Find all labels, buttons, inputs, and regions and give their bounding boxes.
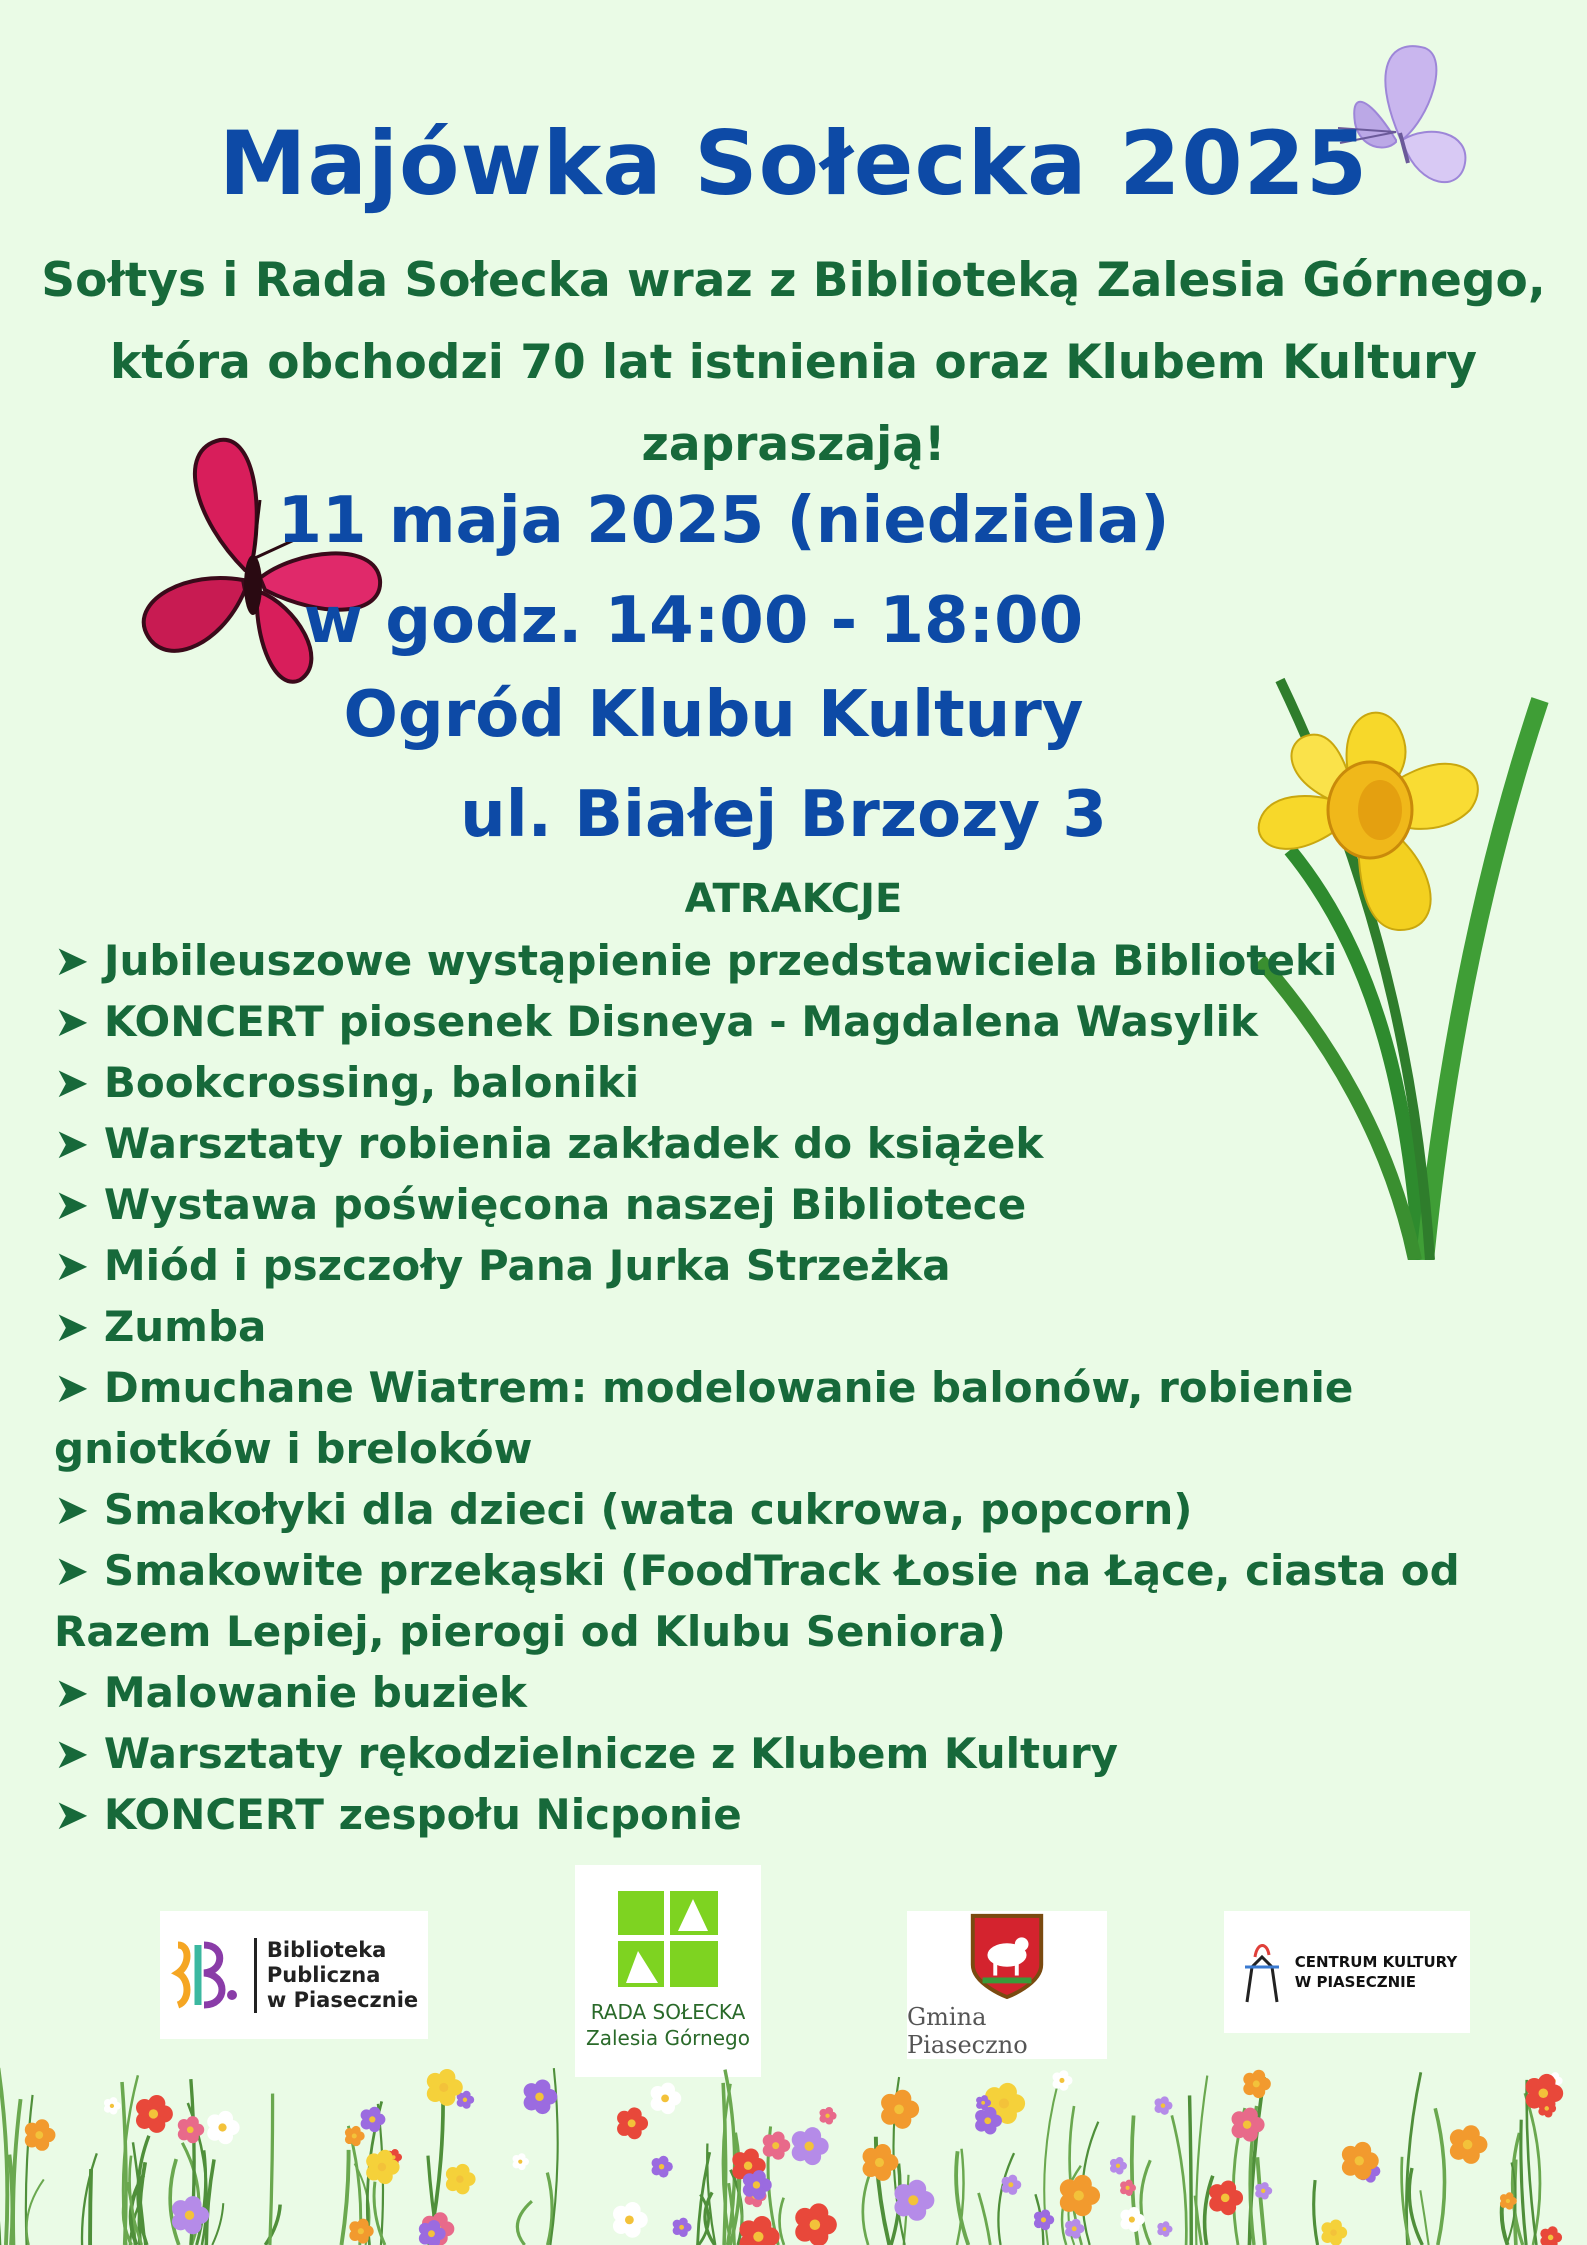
centrum-kultury-logo: CENTRUM KULTURY W PIASECZNIE bbox=[1224, 1911, 1470, 2033]
event-hours: w godz. 14:00 - 18:00 bbox=[303, 584, 1084, 658]
arrow-icon: ➤ bbox=[54, 1119, 90, 1168]
list-item: ➤ Smakowite przekąski (FoodTrack Łosie na Łące, ciasta od Razem Lepiej, pierogi od Klubu Seniora) bbox=[54, 1546, 1460, 1656]
arrow-icon: ➤ bbox=[54, 1058, 90, 1107]
arrow-icon: ➤ bbox=[54, 1546, 90, 1595]
list-item: ➤ Bookcrossing, baloniki bbox=[54, 1058, 640, 1107]
event-street: ul. Białej Brzozy 3 bbox=[460, 778, 1107, 852]
event-date: 11 maja 2025 (niedziela) bbox=[277, 484, 1170, 558]
list-item: ➤ Zumba bbox=[54, 1302, 267, 1351]
biblioteka-mark-icon bbox=[170, 1935, 240, 2015]
poster-subtitle: Sołtys i Rada Sołecka wraz z Biblioteką Zalesia Górnego, która obchodzi 70 lat istnienia oraz Klubem Kultury zapraszają! bbox=[41, 253, 1546, 472]
rada-tree-icon bbox=[618, 1891, 718, 1987]
list-item: ➤ Warsztaty robienia zakładek do książek bbox=[54, 1119, 1044, 1168]
arrow-icon: ➤ bbox=[54, 1790, 90, 1839]
attractions-list bbox=[54, 930, 1554, 1845]
arrow-icon: ➤ bbox=[54, 1302, 90, 1351]
arrow-icon: ➤ bbox=[54, 1180, 90, 1229]
list-item: ➤ Smakołyki dla dzieci (wata cukrowa, popcorn) bbox=[54, 1485, 1193, 1534]
rada-solecka-logo: RADA SOŁECKA Zalesia Górnego bbox=[575, 1865, 761, 2077]
list-item: ➤ Dmuchane Wiatrem: modelowanie balonów, robienie gniotków i breloków bbox=[54, 1363, 1354, 1473]
poster-title: Majówka Sołecka 2025 bbox=[218, 112, 1369, 215]
arrow-icon: ➤ bbox=[54, 997, 90, 1046]
list-item: ➤ Malowanie buziek bbox=[54, 1668, 527, 1717]
attractions-heading: ATRAKCJE bbox=[684, 876, 903, 922]
gmina-piaseczno-logo: Gmina Piaseczno bbox=[907, 1911, 1107, 2059]
list-item: ➤ KONCERT zespołu Nicponie bbox=[54, 1790, 742, 1839]
biblioteka-logo: Biblioteka Publiczna w Piasecznie bbox=[160, 1911, 428, 2039]
list-item: ➤ Jubileuszowe wystąpienie przedstawiciela Biblioteki bbox=[54, 936, 1338, 985]
arrow-icon: ➤ bbox=[54, 1668, 90, 1717]
arrow-icon: ➤ bbox=[54, 1485, 90, 1534]
arrow-icon: ➤ bbox=[54, 1241, 90, 1290]
event-place: Ogród Klubu Kultury bbox=[343, 678, 1084, 752]
wildflowers-border-icon bbox=[0, 2060, 1587, 2245]
arrow-icon: ➤ bbox=[54, 1729, 90, 1778]
list-item: ➤ KONCERT piosenek Disneya - Magdalena Wasylik bbox=[54, 997, 1258, 1046]
list-item: ➤ Miód i pszczoły Pana Jurka Strzeżka bbox=[54, 1241, 951, 1290]
arrow-icon: ➤ bbox=[54, 936, 90, 985]
coat-of-arms-icon bbox=[967, 1911, 1047, 1999]
arrow-icon: ➤ bbox=[54, 1363, 90, 1412]
list-item: ➤ Warsztaty rękodzielnicze z Klubem Kultury bbox=[54, 1729, 1119, 1778]
centrum-kultury-mark-icon bbox=[1237, 1937, 1287, 2007]
list-item: ➤ Wystawa poświęcona naszej Bibliotece bbox=[54, 1180, 1027, 1229]
